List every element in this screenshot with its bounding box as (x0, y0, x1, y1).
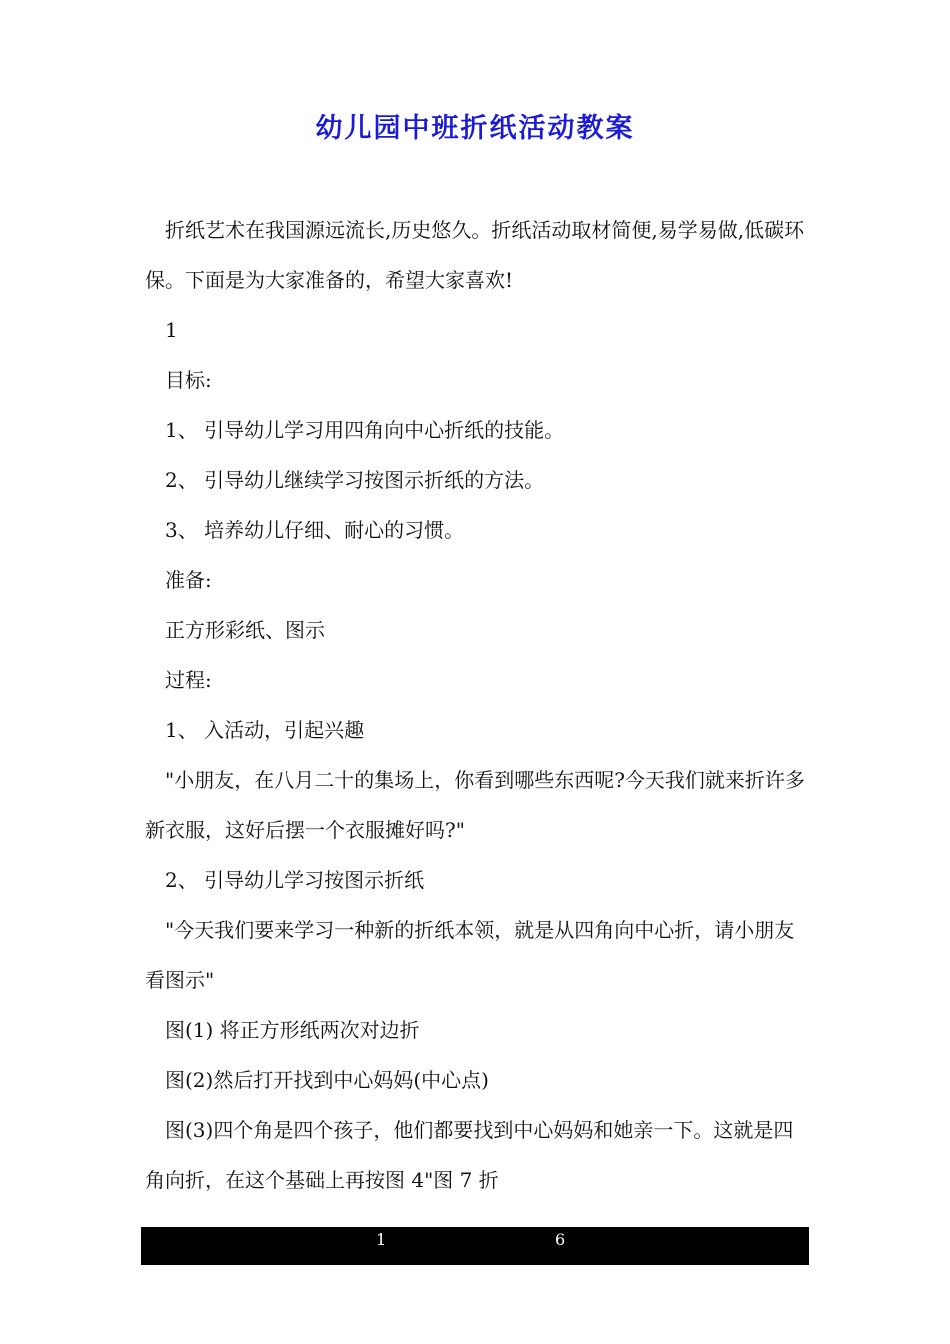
process-step-2: 2、 引导幼儿学习按图示折纸 (165, 868, 425, 892)
process-quote-2: "今天我们要来学习一种新的折纸本领，就是从四角向中心折，请小朋友看图示" (145, 918, 795, 992)
preparation-heading: 准备: (165, 568, 212, 592)
figure-step-1: 图(1) 将正方形纸两次对边折 (165, 1018, 420, 1042)
goals-heading: 目标: (165, 368, 212, 392)
goal-item-3: 3、 培养幼儿仔细、耐心的习惯。 (165, 518, 465, 542)
figure-step-2: 图(2)然后打开找到中心妈妈(中心点) (165, 1068, 489, 1092)
document-body (145, 205, 805, 1205)
preparation-text: 正方形彩纸、图示 (165, 618, 325, 642)
goal-item-2: 2、 引导幼儿继续学习按图示折纸的方法。 (165, 468, 545, 492)
document-title: 幼儿园中班折纸活动教案 (315, 113, 635, 144)
goal-item-1: 1、 引导幼儿学习用四角向中心折纸的技能。 (165, 418, 565, 442)
page-footer-bar (141, 1227, 809, 1265)
process-heading: 过程: (165, 668, 212, 692)
section-number: 1 (165, 318, 178, 342)
intro-paragraph: 折纸艺术在我国源远流长,历史悠久。折纸活动取材简便,易学易做,低碳环保。下面是为大家准备的，希望大家喜欢! (145, 218, 805, 292)
process-quote-1: "小朋友，在八月二十的集场上，你看到哪些东西呢?今天我们就来折许多新衣服，这好后摆一个衣服摊好吗?" (145, 768, 805, 842)
process-step-1: 1、 入活动，引起兴趣 (165, 718, 365, 742)
page-number-total: 6 (555, 1230, 566, 1249)
figure-step-3: 图(3)四个角是四个孩子，他们都要找到中心妈妈和她亲一下。这就是四角向折，在这个基础上再按图 4"图 7 折 (145, 1118, 794, 1192)
page-number-current: 1 (376, 1230, 387, 1249)
